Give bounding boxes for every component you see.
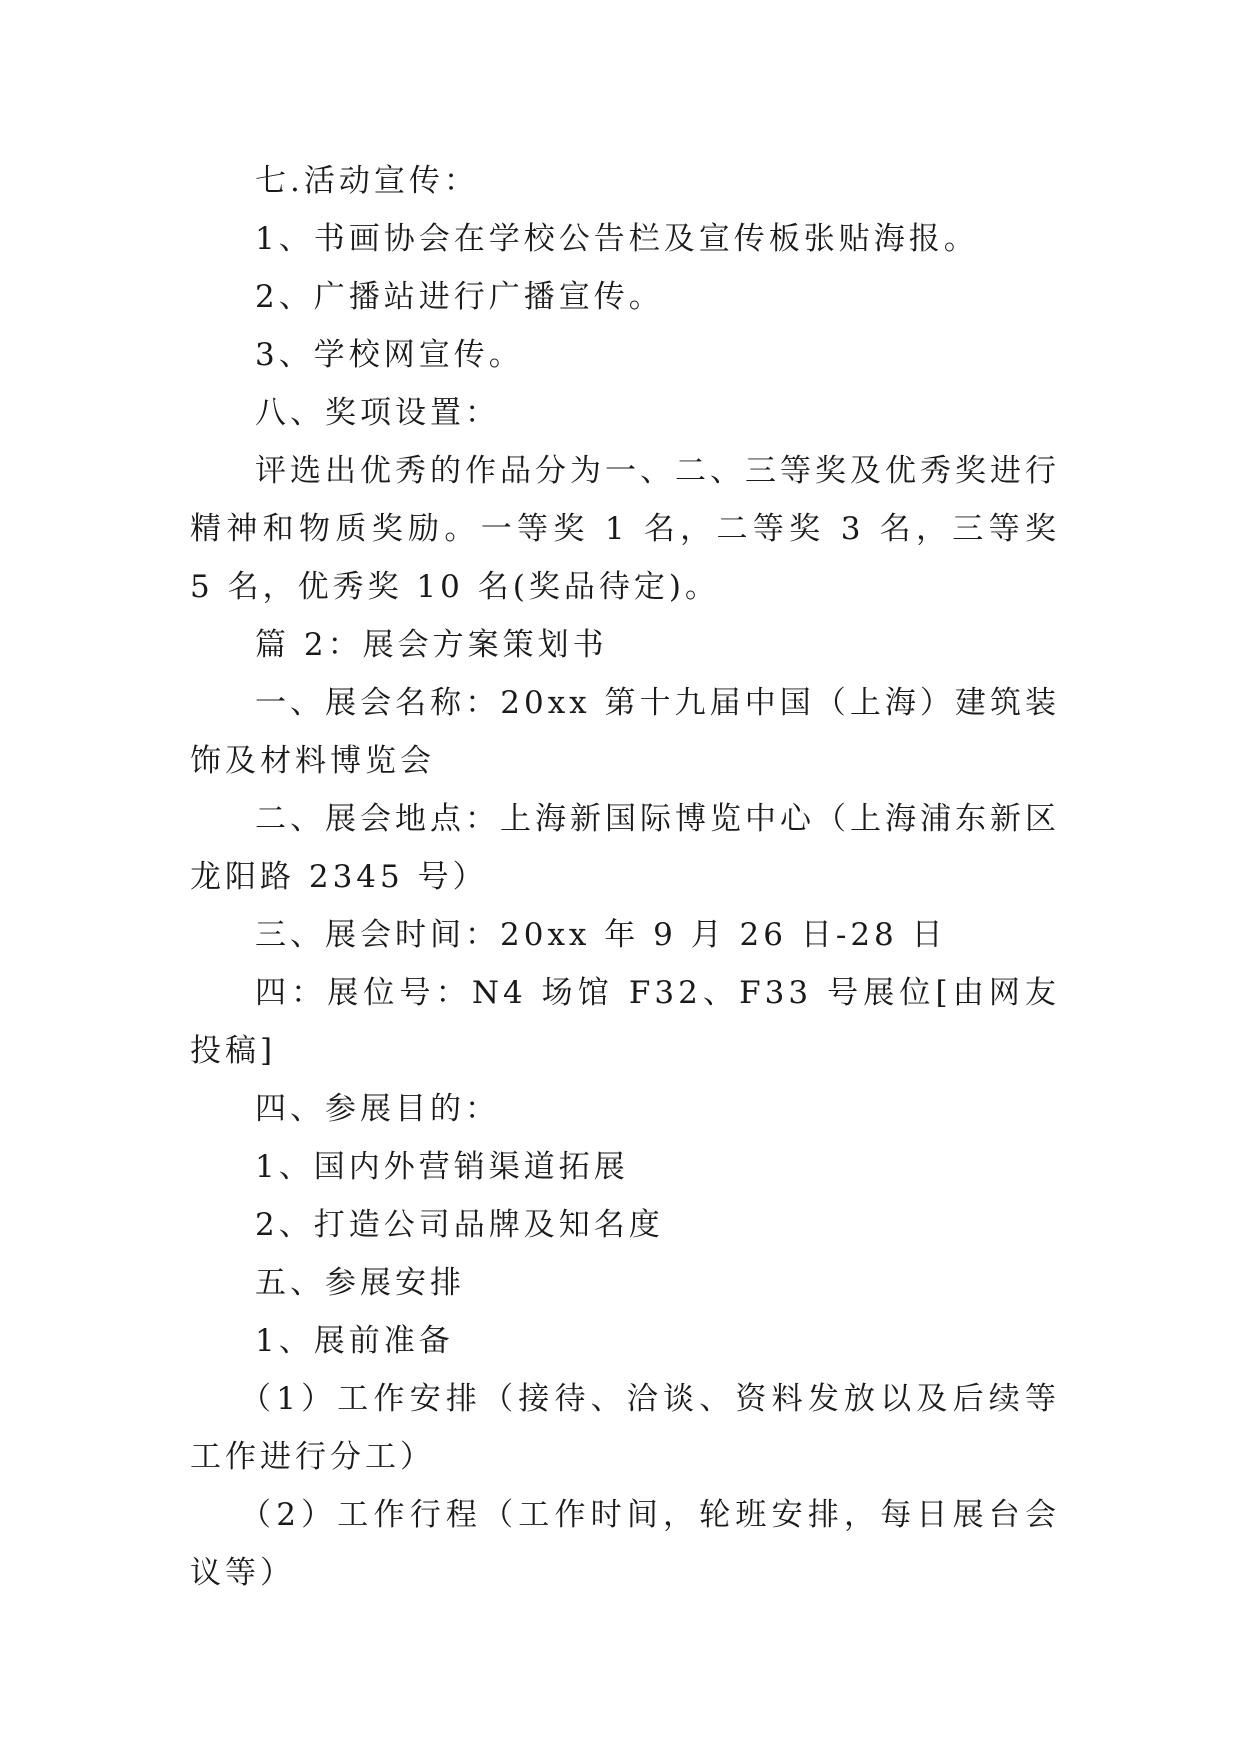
exhibition-name: 一、展会名称：20xx 第十九届中国（上海）建筑装饰及材料博览会 [190,685,1060,779]
list-item: 1、书画协会在学校公告栏及宣传板张贴海报。 [255,221,979,257]
list-item: 2、打造公司品牌及知名度 [255,1207,664,1243]
section-heading-arrangement: 五、参展安排 [255,1265,465,1301]
list-item: 1、国内外营销渠道拓展 [255,1149,629,1185]
exhibition-time: 三、展会时间：20xx 年 9 月 26 日-28 日 [255,917,947,953]
document-body [190,152,1060,1602]
list-item: 1、展前准备 [255,1323,454,1359]
booth-number: 四：展位号：N4 场馆 F32、F33 号展位[由网友投稿] [190,975,1060,1069]
work-schedule-paragraph: （2）工作行程（工作时间，轮班安排，每日展台会议等） [190,1497,1060,1591]
exhibition-location: 二、展会地点：上海新国际博览中心（上海浦东新区龙阳路 2345 号） [190,801,1060,895]
list-item: 3、学校网宣传。 [255,337,524,373]
list-item: 2、广播站进行广播宣传。 [255,279,664,315]
work-arrangement-paragraph: （1）工作安排（接待、洽谈、资料发放以及后续等工作进行分工） [190,1381,1060,1475]
section-heading-purpose: 四、参展目的： [255,1091,500,1127]
section-heading-publicity: 七.活动宣传： [255,163,479,199]
awards-paragraph: 评选出优秀的作品分为一、二、三等奖及优秀奖进行精神和物质奖励。一等奖 1 名，二等奖 3 名，三等奖 5 名，优秀奖 10 名(奖品待定)。 [190,453,1060,605]
article-title: 篇 2：展会方案策划书 [255,627,608,663]
section-heading-awards: 八、奖项设置： [255,395,500,431]
